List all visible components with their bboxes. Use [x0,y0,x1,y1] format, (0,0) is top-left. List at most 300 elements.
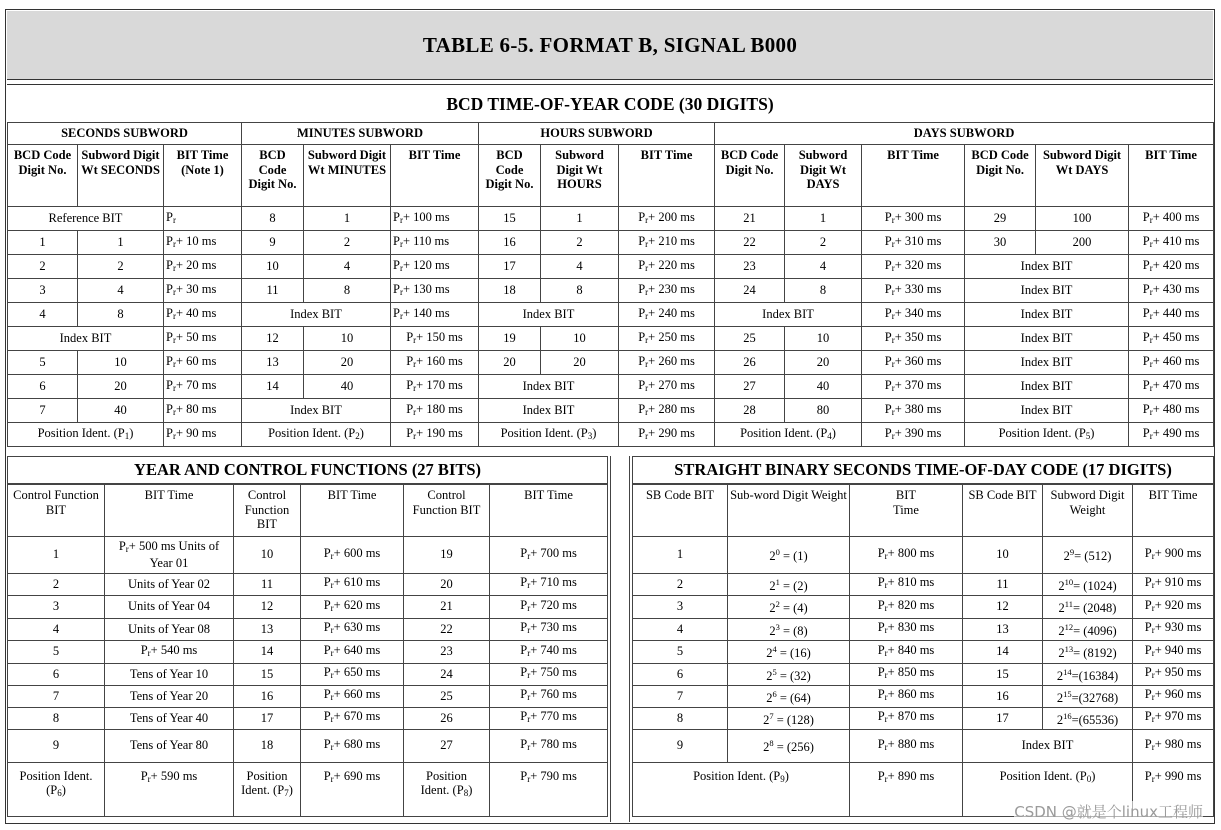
pr-subscript: r [884,773,888,784]
pr-subscript: r [884,550,888,561]
digit-weight: $2^9= (512)$ [1043,536,1133,573]
year-caption: YEAR AND CONTROL FUNCTIONS (27 BITS) [8,457,608,485]
pr-subscript: r [1149,334,1153,345]
digit-weight: $2^8 = (256)$ [728,729,850,762]
bcd-digit-no: 16 [479,231,541,255]
bit-time: $P_r+ 670$ ms [301,707,404,729]
exponent: 12 [1064,621,1074,632]
bit-time: $P_r+ 130$ ms [391,279,479,303]
exponent: 14 [1063,666,1072,677]
table-row [8,255,1214,279]
reference-bit: Reference BIT [8,207,164,231]
col-bcd-digit-no: BCD Code Digit No. [242,145,304,207]
bit-time: $P_r+ 10$ ms [164,231,242,255]
table-row [633,618,1214,640]
pr-subscript: r [891,286,895,297]
bit-time: $P_r+ 220$ ms [619,255,715,279]
control-function-bit: 5 [8,640,105,663]
index-bit: Index BIT [242,303,391,327]
pr-subscript: r [1151,602,1155,613]
control-function-bit: 16 [234,685,301,707]
table-row [8,423,1214,447]
table-row [8,707,608,729]
exponent: 13 [1064,644,1074,655]
pr-subscript: r [1149,382,1153,393]
bit-time: $P_r+ 380$ ms [862,399,965,423]
digit-weight: 40 [304,375,391,399]
pr-subscript: r [330,625,334,636]
table-row [633,729,1214,762]
bit-time: $P_r+ 50$ ms [164,327,242,351]
pr-subscript: r [147,647,151,658]
bcd-digit-no: 13 [242,351,304,375]
index-bit: Index BIT [965,255,1129,279]
digit-weight: $2^{12}= (4096)$ [1043,618,1133,640]
pos-subscript: 1 [124,430,130,441]
position-ident: Position Ident. $(P_2)$ [242,423,391,447]
bit-time: $P_r+ 850$ ms [850,663,963,685]
col-bcd-digit-no: BCD Code Digit No. [965,145,1036,207]
col-subword-digit-weight: Subword Digit Weight [1043,484,1133,536]
pr-subscript: r [172,214,176,225]
col-bcd-digit-no: BCD Code Digit No. [8,145,78,207]
col-bit-time: BIT Time [391,145,479,207]
bcd-digit-no: 22 [715,231,785,255]
bcd-digit-no: 29 [965,207,1036,231]
bit-time: $P_r+ 210$ ms [619,231,715,255]
col-bit-time: BIT Time [862,145,965,207]
digit-weight: $2^0 = (1)$ [728,536,850,573]
bit-time: $P_r$ [164,207,242,231]
bit-time: $P_r+ 340$ ms [862,303,965,327]
index-bit: Index BIT [479,303,619,327]
bit-time: $P_r+ 450$ ms [1129,327,1214,351]
position-ident: Position Ident. $(P_1)$ [8,423,164,447]
table-row [8,375,1214,399]
bit-time: $P_r+ 310$ ms [862,231,965,255]
digit-weight: 20 [78,375,164,399]
pr-subscript: r [172,358,176,369]
position-ident: Position Ident. $(P_8)$ [404,762,490,816]
digit-weight: $2^5 = (32)$ [728,663,850,685]
days-subword-header: DAYS SUBWORD [715,123,1214,145]
bit-time: $P_r+ 700$ ms [490,536,608,573]
bit-time: $P_r+ 750$ ms [490,663,608,685]
pr-subscript: r [884,602,888,613]
pr-subscript: r [330,670,334,681]
bit-time: $P_r+ 970$ ms [1133,707,1214,729]
pr-subscript: r [1149,286,1153,297]
bit-time: $P_r+ 170$ ms [391,375,479,399]
pr-subscript: r [413,430,417,441]
sb-code-bit: 13 [963,618,1043,640]
pr-subscript: r [527,580,531,591]
bit-time: $P_r+ 840$ ms [850,640,963,663]
index-bit: Index BIT [965,303,1129,327]
sb-code-bit: 6 [633,663,728,685]
digit-weight: 2 [304,231,391,255]
control-function-bit: 2 [8,573,105,595]
exponent: 11 [1064,599,1073,610]
pos-subscript: 0 [1086,773,1092,784]
pr-subscript: r [891,406,895,417]
digit-weight: $2^2 = (4)$ [728,595,850,618]
pr-subscript: r [330,602,334,613]
pr-subscript: r [645,358,649,369]
exponent: 3 [775,621,780,632]
bit-time: $P_r+ 460$ ms [1129,351,1214,375]
pos-subscript: 3 [587,430,593,441]
position-ident: Position Ident. $(P_5)$ [965,423,1129,447]
sb-code-bit: 5 [633,640,728,663]
bcd-digit-no: 24 [715,279,785,303]
pr-subscript: r [645,382,649,393]
digit-weight: 20 [541,351,619,375]
pr-subscript: r [884,625,888,636]
pr-subscript: r [645,214,649,225]
digit-weight: $2^{16}=(65536)$ [1043,707,1133,729]
digit-weight: 4 [541,255,619,279]
bit-time: $P_r+ 290$ ms [619,423,715,447]
bit-time: $P_r+ 500$ ms Units of Year 01 [105,536,234,573]
col-bit-time: BIT Time [490,484,608,536]
bit-time: $P_r+ 630$ ms [301,618,404,640]
bit-time: $P_r+ 680$ ms [301,729,404,762]
pr-subscript: r [527,741,531,752]
digit-weight: 8 [541,279,619,303]
control-function-bit: 24 [404,663,490,685]
bit-time: $P_r+ 920$ ms [1133,595,1214,618]
bcd-digit-no: 11 [242,279,304,303]
bit-time: $P_r+ 870$ ms [850,707,963,729]
col-control-function-bit: Control Function BIT [404,484,490,536]
bit-time: $P_r+ 370$ ms [862,375,965,399]
pr-subscript: r [1151,625,1155,636]
pr-subscript: r [891,214,895,225]
position-ident: Position Ident. $(P_9)$ [633,762,850,816]
exponent: 0 [775,547,780,558]
bit-time: $P_r+ 470$ ms [1129,375,1214,399]
position-ident: Position Ident. $(P_6)$ [8,762,105,816]
pos-subscript: 7 [284,788,289,798]
bit-time: $P_r+ 40$ ms [164,303,242,327]
bcd-digit-no: 4 [8,303,78,327]
pr-subscript: r [1151,670,1155,681]
bcd-digit-no: 20 [479,351,541,375]
digit-weight: 10 [78,351,164,375]
digit-weight: 10 [304,327,391,351]
exponent: 8 [769,738,774,749]
bit-time: Units of Year 02 [105,573,234,595]
bit-time: Tens of Year 20 [105,685,234,707]
page-title: TABLE 6-5. FORMAT B, SIGNAL B000 [7,11,1213,80]
pr-subscript: r [413,382,417,393]
bit-time: $P_r+ 640$ ms [301,640,404,663]
pr-subscript: r [891,334,895,345]
bit-time: $P_r+ 280$ ms [619,399,715,423]
control-function-bit: 10 [234,536,301,573]
bit-time: $P_r+ 30$ ms [164,279,242,303]
bit-time: $P_r+ 860$ ms [850,685,963,707]
control-function-bit: 8 [8,707,105,729]
pr-subscript: r [891,358,895,369]
table-row [633,536,1214,573]
digit-weight: 2 [541,231,619,255]
pr-subscript: r [1149,358,1153,369]
pr-subscript: r [413,358,417,369]
table-row [8,762,608,816]
digit-weight: $2^{10}= (1024)$ [1043,573,1133,595]
table-row [8,231,1214,255]
table-row [633,595,1214,618]
digit-weight: $2^4 = (16)$ [728,640,850,663]
table-row [8,207,1214,231]
pr-subscript: r [884,692,888,703]
year-control-functions-table [7,456,608,817]
bit-time: $P_r+ 350$ ms [862,327,965,351]
control-function-bit: 1 [8,536,105,573]
bit-time: $P_r+ 270$ ms [619,375,715,399]
bcd-digit-no: 2 [8,255,78,279]
bit-time: $P_r+ 620$ ms [301,595,404,618]
bit-time: $P_r+ 490$ ms [1129,423,1214,447]
pr-subscript: r [645,238,649,249]
digit-weight: 20 [304,351,391,375]
position-ident: Position Ident. $(P_3)$ [479,423,619,447]
bcd-digit-no: 27 [715,375,785,399]
sb-code-bit: 10 [963,536,1043,573]
digit-weight: 100 [1036,207,1129,231]
index-bit: Index BIT [965,351,1129,375]
digit-weight: $2^1 = (2)$ [728,573,850,595]
bit-time: $P_r+ 260$ ms [619,351,715,375]
digit-weight: 80 [785,399,862,423]
col-subword-hours: Subword Digit Wt HOURS [541,145,619,207]
pr-subscript: r [645,286,649,297]
bit-time: $P_r+ 900$ ms [1133,536,1214,573]
watermark: CSDN @就是个linux工程师 [1014,803,1203,821]
digit-weight: 200 [1036,231,1129,255]
pr-subscript: r [645,430,649,441]
exponent: 6 [772,688,777,699]
control-function-bit: 14 [234,640,301,663]
pr-subscript: r [645,406,649,417]
sb-code-bit: 17 [963,707,1043,729]
bcd-digit-no: 8 [242,207,304,231]
sb-code-bit: 4 [633,618,728,640]
position-ident: Position Ident. $(P_7)$ [234,762,301,816]
bit-time: $P_r+ 80$ ms [164,399,242,423]
col-bit-time-note: BIT Time (Note 1) [164,145,242,207]
pr-subscript: r [1151,550,1155,561]
control-function-bit: 6 [8,663,105,685]
control-function-bit: 12 [234,595,301,618]
digit-weight: 4 [78,279,164,303]
bit-time: $P_r+ 420$ ms [1129,255,1214,279]
col-subword-seconds: Subword Digit Wt SECONDS [78,145,164,207]
bit-time: $P_r+ 230$ ms [619,279,715,303]
bit-time: $P_r+ 120$ ms [391,255,479,279]
pr-subscript: r [527,625,531,636]
bit-time: $P_r+ 760$ ms [490,685,608,707]
digit-weight: 1 [541,207,619,231]
control-function-bit: 17 [234,707,301,729]
bit-time: $P_r+ 820$ ms [850,595,963,618]
bit-time: $P_r+ 650$ ms [301,663,404,685]
bit-time: $P_r+ 410$ ms [1129,231,1214,255]
table-row [8,729,608,762]
col-bit-time: BIT Time [619,145,715,207]
pr-subscript: r [399,214,403,225]
table-row [8,279,1214,303]
bit-time: Tens of Year 40 [105,707,234,729]
control-function-bit: 22 [404,618,490,640]
exponent: 10 [1064,576,1074,587]
table-row [8,618,608,640]
pr-subscript: r [891,262,895,273]
position-ident: Position Ident. $(P_0)$ [963,762,1133,816]
pr-subscript: r [330,580,334,591]
pr-subscript: r [1149,406,1153,417]
straight-binary-seconds-table [632,456,1214,817]
pr-subscript: r [399,238,403,249]
control-function-bit: 7 [8,685,105,707]
pr-subscript: r [527,550,531,561]
bcd-time-of-year-table [7,122,1214,447]
bit-time: $P_r+ 180$ ms [391,399,479,423]
bit-time: $P_r+ 360$ ms [862,351,965,375]
pr-subscript: r [891,238,895,249]
sb-code-bit: 8 [633,707,728,729]
digit-weight: 2 [78,255,164,279]
bit-time: $P_r+ 390$ ms [862,423,965,447]
pos-subscript: 2 [355,430,360,441]
pr-subscript: r [172,334,176,345]
digit-weight: 10 [785,327,862,351]
bit-time: $P_r+ 440$ ms [1129,303,1214,327]
index-bit: Index BIT [965,327,1129,351]
pr-subscript: r [399,286,403,297]
bit-time: $P_r+ 910$ ms [1133,573,1214,595]
pr-subscript: r [172,382,176,393]
control-function-bit: 27 [404,729,490,762]
col-bit-time: BIT Time [105,484,234,536]
digit-weight: 4 [785,255,862,279]
bit-time: $P_r+ 600$ ms [301,536,404,573]
bit-time: $P_r+ 830$ ms [850,618,963,640]
bit-time: $P_r+ 950$ ms [1133,663,1214,685]
sb-code-bit: 14 [963,640,1043,663]
table-gap [610,456,630,822]
control-function-bit: 23 [404,640,490,663]
col-bit-time [850,484,963,536]
col-sb-code-bit: SB Code BIT [963,484,1043,536]
bit-time: $P_r+ 100$ ms [391,207,479,231]
pr-subscript: r [645,262,649,273]
bit-time: $P_r+ 140$ ms [391,303,479,327]
bcd-digit-no: 26 [715,351,785,375]
pr-subscript: r [884,647,888,658]
pr-subscript: r [330,741,334,752]
table-row [8,303,1214,327]
bit-time: $P_r+ 160$ ms [391,351,479,375]
bit-time: $P_r+ 190$ ms [391,423,479,447]
table-row [8,685,608,707]
sb-code-bit: 9 [633,729,728,762]
sb-code-bit: 2 [633,573,728,595]
pr-subscript: r [413,406,417,417]
pr-subscript: r [413,334,417,345]
col-sb-code-bit: SB Code BIT [633,484,728,536]
bit-time: $P_r+ 610$ ms [301,573,404,595]
table-row [8,640,608,663]
bit-time: Units of Year 04 [105,595,234,618]
sb-caption: STRAIGHT BINARY SECONDS TIME-OF-DAY CODE (17 DIGITS) [633,457,1214,485]
col-subword-digit-weight: Sub-word Digit Weight [728,484,850,536]
bit-time: $P_r+ 480$ ms [1129,399,1214,423]
bit-time: $P_r+ 710$ ms [490,573,608,595]
pr-subscript: r [399,262,403,273]
index-bit: Index BIT [965,375,1129,399]
pr-subscript: r [527,647,531,658]
bit-time: $P_r+ 300$ ms [862,207,965,231]
pr-subscript: r [1151,741,1155,752]
bit-time: $P_r+ 740$ ms [490,640,608,663]
pr-subscript: r [884,580,888,591]
digit-weight: $2^6 = (64)$ [728,685,850,707]
pr-subscript: r [147,773,151,784]
table-row [633,707,1214,729]
exponent: 5 [772,666,777,677]
bit-time: $P_r+ 590$ ms [105,762,234,816]
pr-subscript: r [891,430,895,441]
exponent: 16 [1063,710,1072,721]
pos-subscript: 9 [780,773,785,784]
pos-subscript: 8 [463,788,469,798]
exponent: 2 [775,599,780,610]
col-subword-days: Subword Digit Wt DAYS [785,145,862,207]
table-row [8,536,608,573]
bcd-digit-no: 23 [715,255,785,279]
table-row [8,351,1214,375]
bit-time: $P_r+ 790$ ms [490,762,608,816]
bit-time: $P_r+ 980$ ms [1133,729,1214,762]
bcd-digit-no: 17 [479,255,541,279]
col-control-function-bit: Control Function BIT [8,484,105,536]
pr-subscript: r [330,714,334,725]
pr-subscript: r [172,310,176,321]
pr-subscript: r [1151,773,1155,784]
control-function-bit: 3 [8,595,105,618]
bcd-digit-no: 18 [479,279,541,303]
exponent: 1 [775,576,780,587]
pr-subscript: r [1151,714,1155,725]
pr-subscript: r [1149,214,1153,225]
index-bit: Index BIT [963,729,1133,762]
col-bcd-digit-no: BCD Code Digit No. [715,145,785,207]
minutes-subword-header: MINUTES SUBWORD [242,123,479,145]
bcd-digit-no: 5 [8,351,78,375]
bit-time: $P_r+ 660$ ms [301,685,404,707]
bit-time: $P_r+ 810$ ms [850,573,963,595]
control-function-bit: 13 [234,618,301,640]
digit-weight: 4 [304,255,391,279]
bit-time: $P_r+ 250$ ms [619,327,715,351]
bit-time: $P_r+ 200$ ms [619,207,715,231]
pr-subscript: r [1149,430,1153,441]
bcd-digit-no: 30 [965,231,1036,255]
bcd-digit-no: 7 [8,399,78,423]
